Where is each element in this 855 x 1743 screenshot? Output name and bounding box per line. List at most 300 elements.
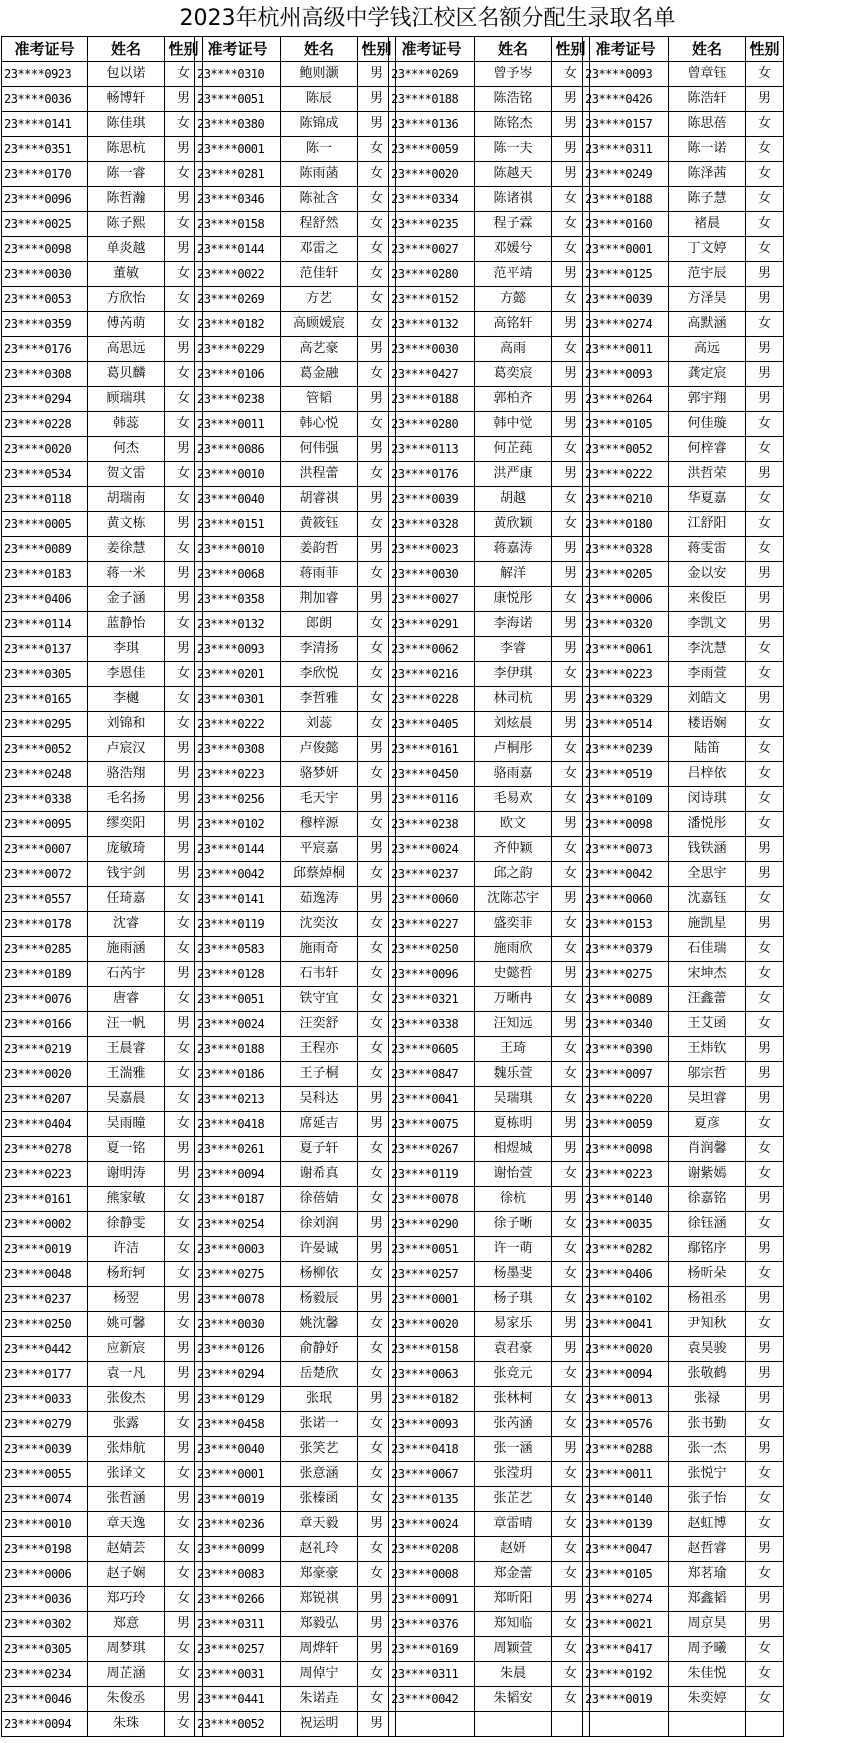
roster-table-2 <box>194 36 396 1737</box>
name-cell: 荆加睿 <box>281 587 358 612</box>
name-cell: 全思宇 <box>669 862 746 887</box>
exam-id-cell: 23****0161 <box>2 1187 88 1212</box>
name-cell: 任琦嘉 <box>88 887 165 912</box>
table-row <box>583 1062 784 1087</box>
table-row <box>2 1587 203 1612</box>
name-cell: 邓雷之 <box>281 237 358 262</box>
name-cell: 刘锦和 <box>88 712 165 737</box>
table-row <box>583 412 784 437</box>
name-cell: 吴坦睿 <box>669 1087 746 1112</box>
exam-id-cell: 23****0301 <box>195 687 281 712</box>
name-cell: 范平靖 <box>475 262 552 287</box>
table-row <box>195 262 396 287</box>
exam-id-cell: 23****0051 <box>389 1237 475 1262</box>
table-row <box>389 437 590 462</box>
name-cell: 管韬 <box>281 387 358 412</box>
name-cell: 陈子熙 <box>88 212 165 237</box>
gender-cell: 男 <box>552 612 590 637</box>
exam-id-cell: 23****0198 <box>2 1537 88 1562</box>
name-cell: 周颖萱 <box>475 1637 552 1662</box>
name-cell: 蒋雨菲 <box>281 562 358 587</box>
gender-cell: 男 <box>358 337 396 362</box>
gender-cell: 男 <box>746 462 784 487</box>
gender-cell: 女 <box>165 937 203 962</box>
name-cell: 石佳瑞 <box>669 937 746 962</box>
table-row <box>195 1512 396 1537</box>
table-row <box>389 387 590 412</box>
table-row <box>389 1087 590 1112</box>
gender-cell: 女 <box>746 987 784 1012</box>
table-row <box>389 562 590 587</box>
exam-id-cell: 23****0093 <box>583 362 669 387</box>
exam-id-cell: 23****0250 <box>2 1312 88 1337</box>
gender-cell: 男 <box>552 1587 590 1612</box>
exam-id-cell: 23****0030 <box>2 262 88 287</box>
table-row <box>389 62 590 87</box>
gender-cell: 男 <box>746 1187 784 1212</box>
table-row <box>195 912 396 937</box>
exam-id-cell: 23****0114 <box>2 612 88 637</box>
name-cell: 张哲涵 <box>88 1487 165 1512</box>
gender-cell: 男 <box>552 312 590 337</box>
table-row <box>389 812 590 837</box>
gender-cell: 女 <box>552 1237 590 1262</box>
gender-cell: 女 <box>358 1312 396 1337</box>
table-row <box>195 837 396 862</box>
name-cell: 汪知远 <box>475 1012 552 1037</box>
table-row <box>583 987 784 1012</box>
exam-id-cell: 23****0379 <box>583 937 669 962</box>
exam-id-cell: 23****0847 <box>389 1062 475 1087</box>
table-row <box>195 762 396 787</box>
gender-cell: 女 <box>358 212 396 237</box>
exam-id-cell: 23****0078 <box>195 1287 281 1312</box>
exam-id-cell: 23****0113 <box>389 437 475 462</box>
gender-cell: 男 <box>552 712 590 737</box>
gender-cell: 男 <box>358 1087 396 1112</box>
exam-id-cell: 23****0039 <box>389 487 475 512</box>
gender-cell: 女 <box>552 62 590 87</box>
name-cell: 韩中觉 <box>475 412 552 437</box>
table-row <box>389 1637 590 1662</box>
gender-cell: 女 <box>165 912 203 937</box>
gender-cell: 女 <box>358 962 396 987</box>
gender-cell: 女 <box>358 162 396 187</box>
table-row <box>2 87 203 112</box>
exam-id-cell: 23****0329 <box>583 687 669 712</box>
table-row <box>195 187 396 212</box>
gender-cell: 男 <box>552 962 590 987</box>
gender-cell: 女 <box>746 487 784 512</box>
exam-id-cell: 23****0078 <box>389 1187 475 1212</box>
name-cell: 朱奕婷 <box>669 1687 746 1712</box>
roster-table-1 <box>1 36 203 1737</box>
table-row <box>583 212 784 237</box>
name-cell: 沈奕汝 <box>281 912 358 937</box>
table-row <box>583 1162 784 1187</box>
table-row <box>195 212 396 237</box>
gender-cell: 女 <box>552 662 590 687</box>
exam-id-cell: 23****0188 <box>389 87 475 112</box>
name-cell: 郑金蕾 <box>475 1562 552 1587</box>
gender-cell: 女 <box>165 1512 203 1537</box>
exam-id-cell: 23****0220 <box>583 1087 669 1112</box>
gender-cell: 女 <box>165 612 203 637</box>
exam-id-cell: 23****0006 <box>583 587 669 612</box>
gender-cell: 女 <box>358 987 396 1012</box>
table-row <box>2 1387 203 1412</box>
gender-cell: 女 <box>165 1712 203 1737</box>
name-cell: 周京昊 <box>669 1612 746 1637</box>
name-cell: 徐静雯 <box>88 1212 165 1237</box>
exam-id-cell: 23****0223 <box>583 662 669 687</box>
name-cell: 徐钰涵 <box>669 1212 746 1237</box>
name-cell: 吴雨瞳 <box>88 1112 165 1137</box>
exam-id-cell: 23****0061 <box>583 637 669 662</box>
table-row <box>2 137 203 162</box>
gender-cell: 女 <box>746 1412 784 1437</box>
name-cell: 毛名扬 <box>88 787 165 812</box>
exam-id-cell: 23****0285 <box>2 937 88 962</box>
name-cell: 江舒阳 <box>669 512 746 537</box>
gender-cell: 男 <box>552 1312 590 1337</box>
exam-id-cell: 23****0060 <box>389 887 475 912</box>
gender-cell: 男 <box>358 1387 396 1412</box>
gender-cell: 男 <box>358 487 396 512</box>
table-row <box>583 512 784 537</box>
gender-cell: 女 <box>552 287 590 312</box>
table-row <box>195 1137 396 1162</box>
exam-id-cell: 23****0052 <box>2 737 88 762</box>
gender-cell: 女 <box>358 187 396 212</box>
exam-id-cell: 23****0136 <box>389 112 475 137</box>
name-cell: 蒋嘉涛 <box>475 537 552 562</box>
gender-cell: 女 <box>552 1162 590 1187</box>
exam-id-cell: 23****0140 <box>583 1187 669 1212</box>
table-row <box>389 512 590 537</box>
table-row <box>2 1712 203 1737</box>
table-row <box>583 1187 784 1212</box>
name-cell: 李沈慧 <box>669 637 746 662</box>
name-cell: 卢宸汉 <box>88 737 165 762</box>
name-cell: 缪奕阳 <box>88 812 165 837</box>
gender-cell: 男 <box>165 237 203 262</box>
gender-cell: 女 <box>358 312 396 337</box>
exam-id-cell: 23****0033 <box>2 1387 88 1412</box>
gender-cell: 女 <box>552 1387 590 1412</box>
name-cell: 钱铁涵 <box>669 837 746 862</box>
name-cell: 王子桐 <box>281 1062 358 1087</box>
name-cell: 许一萌 <box>475 1237 552 1262</box>
exam-id-cell: 23****0153 <box>583 912 669 937</box>
gender-cell: 女 <box>746 1487 784 1512</box>
name-cell: 方艺 <box>281 287 358 312</box>
gender-cell: 男 <box>746 1037 784 1062</box>
gender-cell: 女 <box>358 1362 396 1387</box>
name-cell: 傅芮萌 <box>88 312 165 337</box>
table-row <box>195 637 396 662</box>
name-cell: 张芮涵 <box>475 1412 552 1437</box>
table-row <box>583 662 784 687</box>
gender-cell: 男 <box>165 737 203 762</box>
exam-id-cell: 23****0052 <box>583 437 669 462</box>
table-header-row <box>2 37 203 62</box>
exam-id-cell: 23****0427 <box>389 362 475 387</box>
exam-id-cell: 23****0144 <box>195 237 281 262</box>
table-row <box>2 1412 203 1437</box>
gender-cell: 男 <box>746 1537 784 1562</box>
table-row <box>583 1537 784 1562</box>
exam-id-cell: 23****0132 <box>195 612 281 637</box>
gender-cell: 女 <box>358 712 396 737</box>
table-row <box>195 1287 396 1312</box>
gender-cell: 女 <box>552 1562 590 1587</box>
table-row <box>195 937 396 962</box>
table-row <box>195 1237 396 1262</box>
name-cell: 祝运明 <box>281 1712 358 1737</box>
name-cell: 岳楚欣 <box>281 1362 358 1387</box>
table-row <box>583 862 784 887</box>
table-row <box>195 887 396 912</box>
table-row <box>195 1312 396 1337</box>
exam-id-cell: 23****0210 <box>583 487 669 512</box>
table-row <box>389 1437 590 1462</box>
name-cell: 陈泽茜 <box>669 162 746 187</box>
exam-id-cell: 23****0076 <box>2 987 88 1012</box>
exam-id-cell: 23****0011 <box>583 337 669 362</box>
gender-cell: 女 <box>165 1637 203 1662</box>
name-cell: 姜徐慧 <box>88 537 165 562</box>
exam-id-cell: 23****0442 <box>2 1337 88 1362</box>
exam-id-cell <box>583 1712 669 1737</box>
table-row <box>583 1237 784 1262</box>
name-cell: 钱宇剑 <box>88 862 165 887</box>
exam-id-cell: 23****0019 <box>583 1687 669 1712</box>
name-cell: 胡越 <box>475 487 552 512</box>
table-row <box>195 987 396 1012</box>
table-row <box>195 1037 396 1062</box>
exam-id-cell: 23****0094 <box>2 1712 88 1737</box>
name-cell: 袁一凡 <box>88 1362 165 1387</box>
name-cell: 李伊琪 <box>475 662 552 687</box>
gender-cell: 男 <box>552 162 590 187</box>
name-cell: 毛天宇 <box>281 787 358 812</box>
gender-cell: 女 <box>358 1412 396 1437</box>
exam-id-cell: 23****0406 <box>2 587 88 612</box>
table-row <box>583 1037 784 1062</box>
exam-id-cell: 23****0106 <box>195 362 281 387</box>
name-cell: 朱佳悦 <box>669 1662 746 1687</box>
exam-id-cell: 23****0098 <box>583 812 669 837</box>
name-cell: 欧文 <box>475 812 552 837</box>
table-row <box>195 587 396 612</box>
gender-cell: 男 <box>165 637 203 662</box>
gender-cell: 男 <box>165 1162 203 1187</box>
gender-cell: 女 <box>358 512 396 537</box>
exam-id-cell: 23****0406 <box>583 1262 669 1287</box>
gender-cell: 男 <box>746 262 784 287</box>
gender-cell: 女 <box>358 412 396 437</box>
table-header-row <box>195 37 396 62</box>
table-row <box>583 937 784 962</box>
exam-id-cell: 23****0405 <box>389 712 475 737</box>
gender-cell: 女 <box>552 787 590 812</box>
table-row <box>2 687 203 712</box>
table-row <box>389 1587 590 1612</box>
table-row <box>2 62 203 87</box>
exam-id-cell: 23****0051 <box>195 87 281 112</box>
name-cell: 唐睿 <box>88 987 165 1012</box>
name-cell: 陈浩铭 <box>475 87 552 112</box>
gender-cell: 女 <box>746 1562 784 1587</box>
name-cell: 王炜钦 <box>669 1037 746 1062</box>
name-cell: 邓媛兮 <box>475 237 552 262</box>
name-cell: 程舒然 <box>281 212 358 237</box>
name-cell: 夏一铭 <box>88 1137 165 1162</box>
name-cell: 郭柏齐 <box>475 387 552 412</box>
exam-id-cell: 23****0141 <box>2 112 88 137</box>
table-row <box>2 337 203 362</box>
exam-id-cell: 23****0390 <box>583 1037 669 1062</box>
gender-cell: 女 <box>552 1662 590 1687</box>
name-cell: 胡瑞南 <box>88 487 165 512</box>
roster-table-3 <box>388 36 590 1737</box>
exam-id-cell: 23****0062 <box>389 637 475 662</box>
name-cell: 张诺一 <box>281 1412 358 1437</box>
table-row <box>583 337 784 362</box>
exam-id-cell: 23****0141 <box>195 887 281 912</box>
name-cell: 章天逸 <box>88 1512 165 1537</box>
exam-id-cell: 23****0274 <box>583 312 669 337</box>
exam-id-cell: 23****0534 <box>2 462 88 487</box>
exam-id-cell: 23****0213 <box>195 1087 281 1112</box>
name-cell: 郑鑫韬 <box>669 1587 746 1612</box>
table-row <box>2 1637 203 1662</box>
gender-cell: 男 <box>165 1437 203 1462</box>
table-row <box>389 912 590 937</box>
table-row <box>389 1312 590 1337</box>
gender-cell: 男 <box>165 962 203 987</box>
exam-id-cell: 23****0119 <box>389 1162 475 1187</box>
name-cell: 曾章钰 <box>669 62 746 87</box>
exam-id-cell: 23****0036 <box>2 87 88 112</box>
exam-id-cell: 23****0321 <box>389 987 475 1012</box>
gender-cell: 男 <box>746 1362 784 1387</box>
name-cell: 王艾函 <box>669 1012 746 1037</box>
name-cell: 平宸嘉 <box>281 837 358 862</box>
name-cell: 杨祖丞 <box>669 1287 746 1312</box>
name-cell: 何芷莼 <box>475 437 552 462</box>
exam-id-cell: 23****0311 <box>583 137 669 162</box>
name-cell: 张林柯 <box>475 1387 552 1412</box>
table-row <box>389 662 590 687</box>
name-cell: 金以安 <box>669 562 746 587</box>
name-cell: 范佳轩 <box>281 262 358 287</box>
gender-cell: 女 <box>746 1262 784 1287</box>
gender-cell: 女 <box>358 862 396 887</box>
gender-cell: 男 <box>552 537 590 562</box>
name-cell: 朱诺垚 <box>281 1687 358 1712</box>
name-cell: 鲍则灏 <box>281 62 358 87</box>
table-row <box>195 537 396 562</box>
gender-cell: 男 <box>552 562 590 587</box>
name-cell: 施凯星 <box>669 912 746 937</box>
name-cell: 刘皓文 <box>669 687 746 712</box>
table-row <box>389 1712 590 1737</box>
name-cell: 汪一帆 <box>88 1012 165 1037</box>
gender-cell: 男 <box>746 1612 784 1637</box>
exam-id-cell: 23****0010 <box>2 1512 88 1537</box>
exam-id-cell: 23****0426 <box>583 87 669 112</box>
gender-cell: 女 <box>165 287 203 312</box>
name-cell: 高艺豪 <box>281 337 358 362</box>
table-row <box>2 487 203 512</box>
table-row <box>583 1687 784 1712</box>
table-row <box>2 1287 203 1312</box>
exam-id-cell: 23****0132 <box>389 312 475 337</box>
exam-id-cell: 23****0001 <box>583 237 669 262</box>
table-row <box>195 237 396 262</box>
table-row <box>583 1112 784 1137</box>
name-cell: 俞静妤 <box>281 1337 358 1362</box>
exam-id-cell: 23****0094 <box>195 1162 281 1187</box>
exam-id-cell: 23****0166 <box>2 1012 88 1037</box>
gender-cell: 女 <box>552 1462 590 1487</box>
gender-cell: 男 <box>165 1337 203 1362</box>
table-row <box>195 1162 396 1187</box>
gender-cell: 女 <box>746 637 784 662</box>
exam-id-cell: 23****0237 <box>389 862 475 887</box>
gender-cell: 男 <box>746 912 784 937</box>
gender-cell: 女 <box>552 1487 590 1512</box>
table-row <box>389 937 590 962</box>
table-row <box>2 1612 203 1637</box>
table-row <box>389 962 590 987</box>
exam-id-cell: 23****0099 <box>195 1537 281 1562</box>
table-row <box>195 1262 396 1287</box>
gender-cell: 男 <box>165 762 203 787</box>
table-row <box>389 837 590 862</box>
name-cell: 施雨欣 <box>475 937 552 962</box>
exam-id-cell: 23****0007 <box>2 837 88 862</box>
exam-id-cell: 23****0305 <box>2 1637 88 1662</box>
table-row <box>583 1662 784 1687</box>
gender-cell: 女 <box>358 1187 396 1212</box>
gender-cell: 女 <box>358 1537 396 1562</box>
exam-id-cell: 23****0458 <box>195 1412 281 1437</box>
name-cell: 葛奕宸 <box>475 362 552 387</box>
exam-id-cell: 23****0068 <box>195 562 281 587</box>
gender-cell: 女 <box>746 1637 784 1662</box>
table-row <box>583 712 784 737</box>
table-row <box>389 1687 590 1712</box>
gender-cell: 女 <box>165 162 203 187</box>
exam-id-cell: 23****0053 <box>2 287 88 312</box>
gender-cell: 女 <box>746 1662 784 1687</box>
gender-cell: 男 <box>165 1287 203 1312</box>
table-row <box>2 187 203 212</box>
name-cell: 章雷晴 <box>475 1512 552 1537</box>
gender-cell: 女 <box>165 1662 203 1687</box>
name-cell: 铁守宜 <box>281 987 358 1012</box>
exam-id-cell: 23****0418 <box>195 1112 281 1137</box>
exam-id-cell: 23****0073 <box>583 837 669 862</box>
table-row <box>195 387 396 412</box>
exam-id-cell: 23****0102 <box>195 812 281 837</box>
table-row <box>2 1562 203 1587</box>
exam-id-cell: 23****0187 <box>195 1187 281 1212</box>
gender-cell: 女 <box>746 212 784 237</box>
